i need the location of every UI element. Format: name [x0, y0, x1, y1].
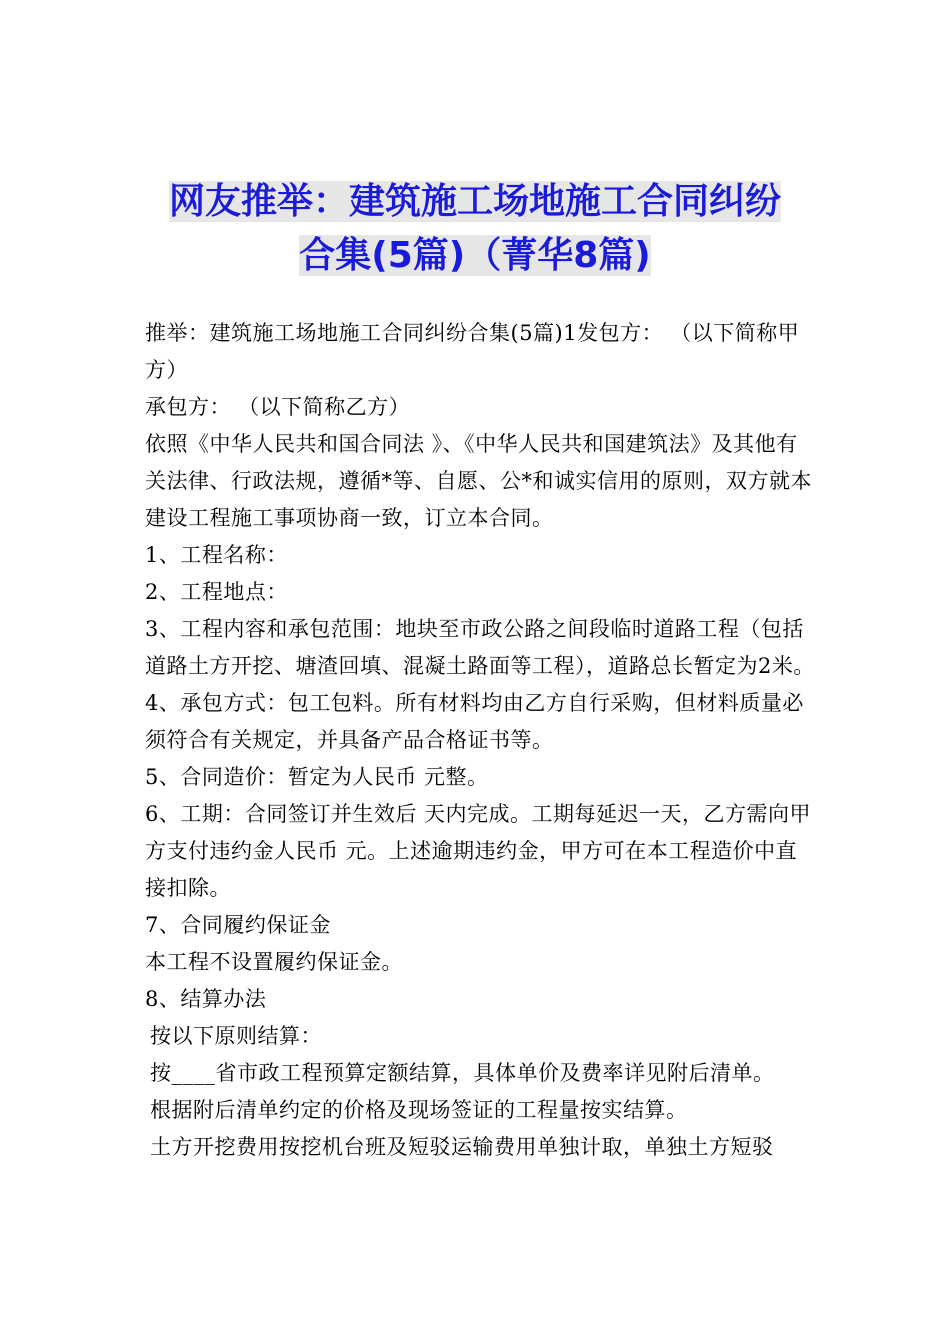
paragraph-bond-detail: 本工程不设置履约保证金。	[145, 950, 403, 974]
clause-schedule: 6、工期：合同签订并生效后 天内完成。工期每延迟一天，乙方需向甲方支付违约金人民币 元。上述逾期违约金，甲方可在本工程造价中直接扣除。	[145, 802, 812, 900]
clause-settlement: 8、结算办法	[145, 987, 267, 1011]
title-line-2: 合集(5篇)（菁华8篇)	[299, 235, 651, 276]
clause-project-scope: 3、工程内容和承包范围：地块至市政公路之间段临时道路工程（包括道路土方开挖、塘渣回填、混凝土路面等工程），道路总长暂定为2米。	[145, 617, 815, 678]
paragraph-legal-basis: 依照《中华人民共和国合同法 》、《中华人民共和国建筑法》及其他有关法律、行政法规，遵循*等、自愿、公*和诚实信用的原则，双方就本建设工程施工事项协商一致，订立本合同。	[145, 432, 812, 530]
paragraph-settlement-principle: 按以下原则结算：	[150, 1024, 322, 1048]
paragraph-settlement-actual: 根据附后清单约定的价格及现场签证的工程量按实结算。	[150, 1098, 688, 1122]
paragraph-settlement-quota: 按____省市政工程预算定额结算，具体单价及费率详见附后清单。	[150, 1061, 775, 1085]
document-title	[140, 175, 810, 283]
clause-contract-price: 5、合同造价：暂定为人民币 元整。	[145, 765, 489, 789]
clause-project-name: 1、工程名称：	[145, 543, 288, 567]
title-line-1: 网友推举：建筑施工场地施工合同纠纷	[168, 181, 781, 222]
clause-contract-mode: 4、承包方式：包工包料。所有材料均由乙方自行采购，但材料质量必须符合有关规定，并具备产品合格证书等。	[145, 691, 804, 752]
paragraph-intro: 推举：建筑施工场地施工合同纠纷合集(5篇)1发包方： （以下简称甲方）	[145, 321, 800, 382]
clause-project-location: 2、工程地点：	[145, 580, 288, 604]
document-body	[145, 315, 815, 1166]
paragraph-settlement-earthwork: 土方开挖费用按挖机台班及短驳运输费用单独计取，单独土方短驳	[150, 1135, 774, 1159]
clause-performance-bond: 7、合同履约保证金	[145, 913, 331, 937]
paragraph-contractor: 承包方： （以下简称乙方）	[145, 395, 411, 419]
